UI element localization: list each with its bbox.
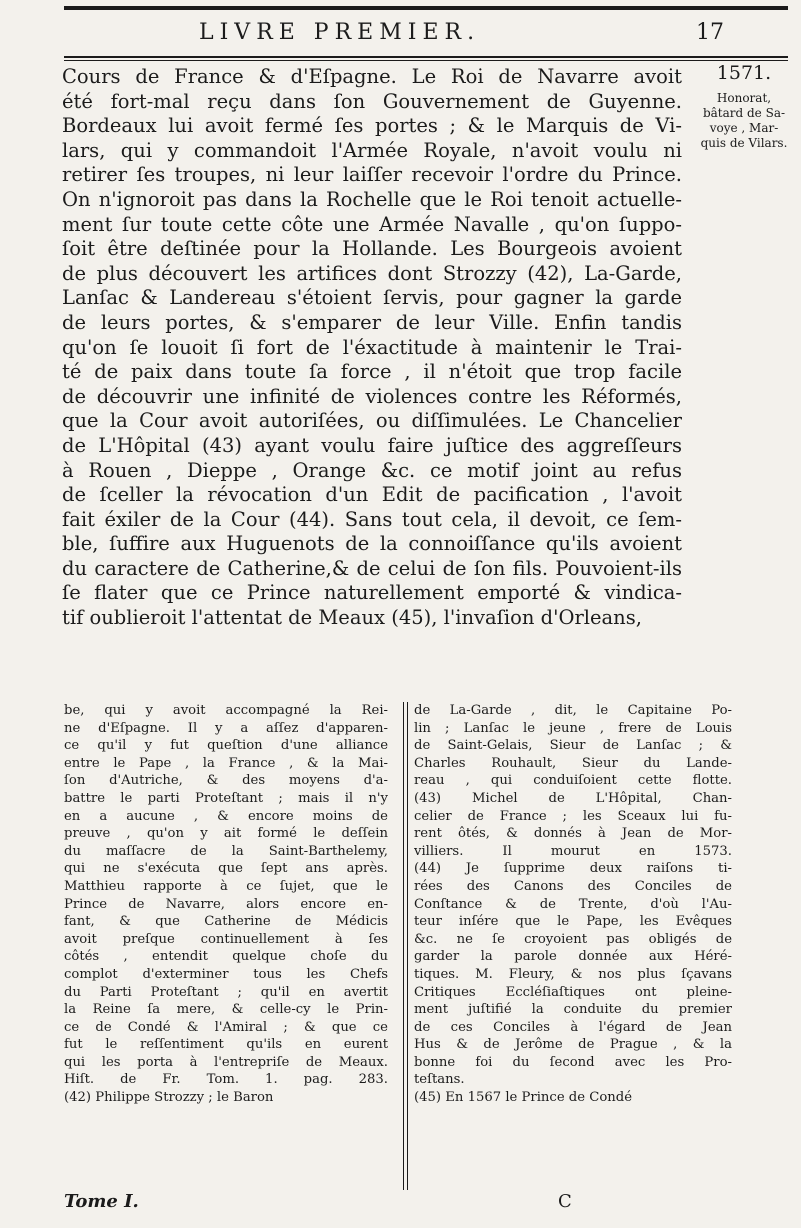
body-line: ſe flater que ce Prince naturellement emporté & vindica- — [62, 581, 682, 605]
body-line: de plus découvert les artifices dont Strozzy (42), La-Garde, — [62, 261, 682, 285]
footnote-line: rées des Canons des Conciles de — [414, 878, 732, 894]
footnote-line: complot d'exterminer tous les Chefs — [64, 966, 388, 982]
body-line: Lanſac & Landereau s'étoient ſervis, pour gagner la garde — [62, 286, 682, 310]
footnote-line: qui les porta à l'entrepriſe de Meaux. — [64, 1054, 388, 1070]
margin-note-line: quis de Vilars. — [700, 136, 788, 150]
footnote-line: côtés , entendit quelque choſe du — [64, 949, 388, 965]
footnote-line: rent ôtés, & donnés à Jean de Mor- — [414, 826, 732, 842]
gathering-signature: C — [558, 1191, 572, 1212]
footnote-line: teſtans. — [414, 1072, 465, 1088]
footnote-line: celier de France ; les Sceaux lui fu- — [414, 808, 732, 824]
footnote-line: (45) En 1567 le Prince de Condé — [414, 1090, 633, 1106]
footnote-line: preuve , qu'on y ait formé le deſſein — [64, 826, 388, 842]
top-border — [64, 6, 788, 10]
footnote-line: villiers. Il mourut en 1573. — [414, 843, 732, 859]
footnote-line: Matthieu rapporte à ce ſujet, que le — [64, 878, 388, 894]
footnote-line: Hus & de Jerôme de Prague , & la — [414, 1037, 732, 1053]
footnote-line: de La-Garde , dit, le Capitaine Po- — [414, 703, 732, 718]
main-text — [62, 65, 682, 631]
footnote-line: ment juſtifié la conduite du premier — [414, 1002, 732, 1018]
footnote-line: ne d'Eſpagne. Il y a aſſez d'apparen- — [64, 720, 388, 736]
footnote-line: teur inſére que le Pape, les Evêques — [414, 914, 732, 930]
body-line: que la Cour avoit autoriſées, ou diſſimulées. Le Chancelier — [62, 409, 682, 433]
body-line: ſoit être deſtinée pour la Hollande. Les Bourgeois avoient — [62, 237, 682, 261]
footnote-line: fut le reſſentiment qu'ils en eurent — [64, 1037, 388, 1053]
body-line: à Rouen , Dieppe , Orange &c. ce motif joint au refus — [62, 458, 682, 482]
header-rule — [64, 56, 788, 58]
footnotes-left-column — [64, 702, 388, 1107]
body-line: Cours de France & d'Eſpagne. Le Roi de Navarre avoit — [62, 65, 682, 88]
body-line: du caractere de Catherine,& de celui de ſon fils. Pouvoient-ils — [62, 556, 682, 580]
footnote-line: entre le Pape , la France , & la Mai- — [64, 755, 388, 771]
body-line: ble, ſuffire aux Huguenots de la connoiſſance qu'ils avoient — [62, 532, 682, 556]
body-line: tif oublieroit l'attentat de Meaux (45), l'invaſion d'Orleans, — [62, 606, 642, 630]
footnote-line: garder la parole donnée aux Héré- — [414, 949, 732, 965]
footnote-line: lin ; Lanſac le jeune , frere de Louis — [414, 720, 732, 736]
footnote-line: en a aucune , & encore moins de — [64, 808, 388, 824]
body-line: de L'Hôpital (43) ayant voulu faire juſtice des aggreſſeurs — [62, 433, 682, 457]
footnote-line: be, qui y avoit accompagné la Rei- — [64, 703, 388, 718]
body-line: été fort-mal reçu dans ſon Gouvernement de Guyenne. — [62, 89, 682, 113]
margin-note — [690, 62, 798, 151]
running-header — [64, 16, 788, 56]
footnote-line: de ces Conciles à l'égard de Jean — [414, 1019, 732, 1035]
footnote-line: avoit preſque continuellement à ſes — [64, 931, 388, 947]
running-title: LIVRE PREMIER. — [199, 20, 481, 45]
margin-note-line: voye , Mar- — [709, 121, 779, 135]
footnote-line: Charles Rouhault, Sieur du Lande- — [414, 755, 732, 771]
footnote-line: (42) Philippe Strozzy ; le Baron — [64, 1090, 274, 1106]
footnote-line: la Reine ſa mere, & celle-cy le Prin- — [64, 1002, 388, 1018]
body-line: ment ſur toute cette côte une Armée Navalle , qu'on ſuppo- — [62, 212, 682, 236]
footnote-line: qui ne s'exécuta que ſept ans après. — [64, 861, 388, 877]
body-line: On n'ignoroit pas dans la Rochelle que le Roi tenoit actuelle- — [62, 187, 682, 211]
body-line: Bordeaux lui avoit fermé ſes portes ; & le Marquis de Vi- — [62, 114, 682, 138]
footnote-line: ſon d'Autriche, & des moyens d'a- — [64, 773, 388, 789]
footnote-line: ce de Condé & l'Amiral ; & que ce — [64, 1019, 388, 1035]
footnote-line: de Saint-Gelais, Sieur de Lanſac ; & — [414, 738, 732, 754]
margin-year: 1571. — [716, 62, 772, 84]
body-line: té de paix dans toute ſa force , il n'étoit que trop facile — [62, 360, 682, 384]
footnote-line: Hiſt. de Fr. Tom. 1. pag. 283. — [64, 1072, 388, 1088]
footnote-line: &c. ne ſe croyoient pas obligés de — [414, 931, 732, 947]
tome-signature: Tome I. — [64, 1191, 139, 1212]
body-line: retirer ſes troupes, ni leur laiſſer recevoir l'ordre du Prince. — [62, 163, 682, 187]
body-line: de découvrir une infinité de violences contre les Réformés, — [62, 384, 682, 408]
footnote-line: (44) Je ſupprime deux raiſons ti- — [414, 861, 732, 877]
column-divider — [403, 702, 408, 1190]
footnote-line: du Parti Proteſtant ; qu'il en avertit — [64, 984, 388, 1000]
body-line: de ſceller la révocation d'un Edit de pacification , l'avoit — [62, 483, 682, 507]
footnote-line: battre le parti Proteſtant ; mais il n'y — [64, 790, 388, 806]
footnote-line: (43) Michel de L'Hôpital, Chan- — [414, 790, 732, 806]
page-number: 17 — [696, 20, 724, 45]
body-line: fait éxiler de la Cour (44). Sans tout cela, il devoit, ce ſem- — [62, 507, 682, 531]
footnote-line: Critiques Eccléſiaſtiques ont pleine- — [414, 984, 732, 1000]
footnote-line: Prince de Navarre, alors encore en- — [64, 896, 388, 912]
margin-note-line: bâtard de Sa- — [702, 106, 786, 120]
margin-note-line: Honorat, — [716, 91, 772, 105]
footnotes-right-column — [414, 702, 732, 1107]
body-line: de leurs portes, & s'emparer de leur Ville. Enfin tandis — [62, 310, 682, 334]
margin-gloss — [690, 91, 798, 151]
body-line: qu'on ſe louoit ſi fort de l'éxactitude à maintenir le Trai- — [62, 335, 682, 359]
footnote-line: tiques. M. Fleury, & nos plus ſçavans — [414, 966, 732, 982]
footnote-line: bonne foi du ſecond avec les Pro- — [414, 1054, 732, 1070]
footnote-line: reau , qui conduiſoient cette flotte. — [414, 773, 732, 789]
body-line: lars, qui y commandoit l'Armée Royale, n'avoit voulu ni — [62, 138, 682, 162]
footnote-line: fant, & que Catherine de Médicis — [64, 914, 388, 930]
footnote-line: ce qu'il y fut queſtion d'une alliance — [64, 738, 388, 754]
footnote-line: du maſſacre de la Saint-Barthelemy, — [64, 843, 388, 859]
footnote-line: Conſtance & de Trente, d'où l'Au- — [414, 896, 732, 912]
header-rule-thin — [64, 60, 788, 61]
